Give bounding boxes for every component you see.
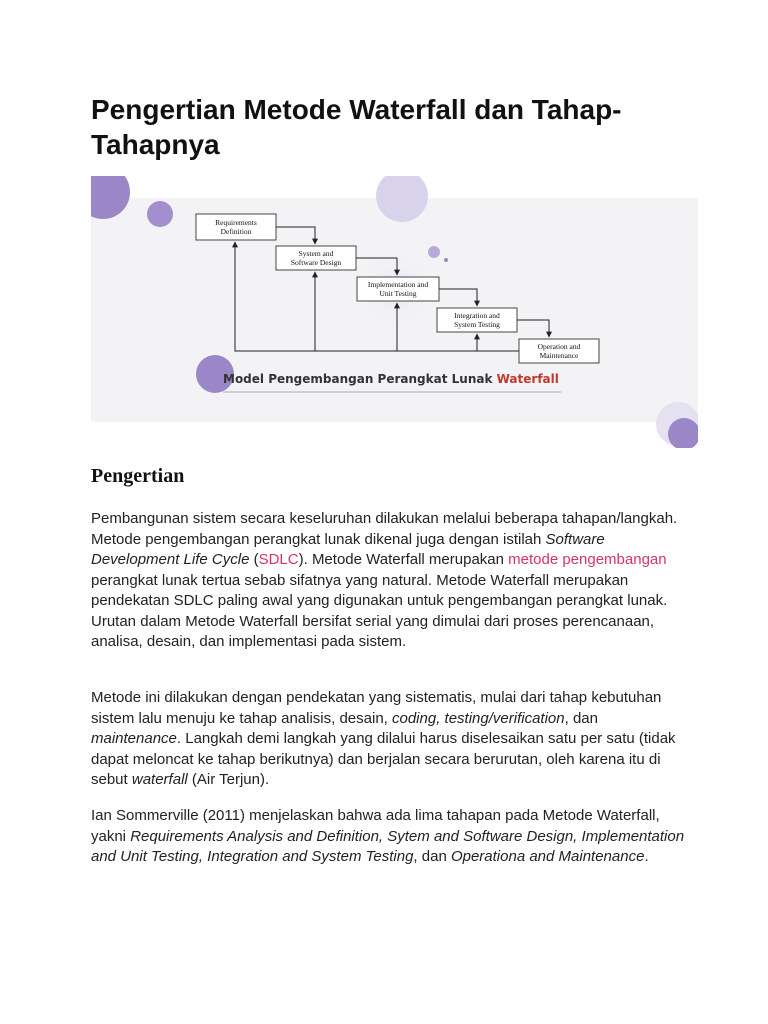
waterfall-diagram-image: [91, 176, 698, 448]
stage-label: Operation and: [537, 342, 581, 351]
stage-label: Requirements: [215, 218, 257, 227]
stage-box-operation: [519, 339, 599, 363]
paragraph-2: Metode ini dilakukan dengan pendekatan yang sistematis, mulai dari tahap kebutuhan sistem lalu menuju ke tahap analisis, desain, coding, testing/verification, dan maintenance. Langkah demi langkah yang dilalui harus diselesaikan satu per satu (tidak dapat meloncat ke tahap berikutnya) dan berjalan secara berurutan, oleh karena itu di sebut waterfall (Air Terjun).: [91, 689, 676, 788]
stage-label: Maintenance: [539, 351, 579, 360]
paragraph-1: Pembangunan sistem secara keseluruhan dilakukan melalui beberapa tahapan/langkah. Metode pengembangan perangkat lunak dikenal juga dengan istilah Software Development Life Cycle (SDLC). Metode Waterfall merupakan metode pengembangan perangkat lunak tertua sebab sifatnya yang natural. Metode Waterfall merupakan pendekatan SDLC paling awal yang digunakan untuk pengembangan perangkat lunak. Urutan dalam Metode Waterfall bersifat serial yang dimulai dari proses perencanaan, analisa, desain, dan implementasi pada sistem.: [91, 510, 678, 650]
stage-label: System and: [298, 249, 334, 258]
paragraph-3: Ian Sommerville (2011) menjelaskan bahwa ada lima tahapan pada Metode Waterfall, yakni Requirements Analysis and Definition, Sytem and Software Design, Implementation and Unit Testing, Integration and System Testing, dan Operationa and Maintenance.: [91, 807, 685, 865]
stage-label: Definition: [220, 227, 252, 236]
sdlc-link[interactable]: SDLC: [258, 551, 299, 568]
page-title: Pengertian Metode Waterfall dan Tahap-Tahapnya: [91, 94, 622, 160]
stage-box-design: [276, 246, 356, 270]
stage-box-implementation: [357, 277, 439, 301]
section-heading: Pengertian: [91, 465, 185, 487]
decorative-bubble: [428, 246, 440, 258]
stage-label: Implementation and: [367, 280, 429, 289]
stage-label: Software Design: [290, 258, 342, 267]
decorative-bubble: [147, 201, 173, 227]
decorative-bubble: [444, 258, 448, 262]
stage-box-requirements: [196, 214, 276, 240]
stage-label: Unit Testing: [379, 289, 417, 298]
diagram-caption: Model Pengembangan Perangkat Lunak Waterfall: [223, 372, 559, 386]
stage-label: System Testing: [454, 320, 500, 329]
stage-box-integration: [437, 308, 517, 332]
metode-pengembangan-link[interactable]: metode pengembangan: [508, 551, 667, 568]
stage-label: Integration and: [454, 311, 500, 320]
